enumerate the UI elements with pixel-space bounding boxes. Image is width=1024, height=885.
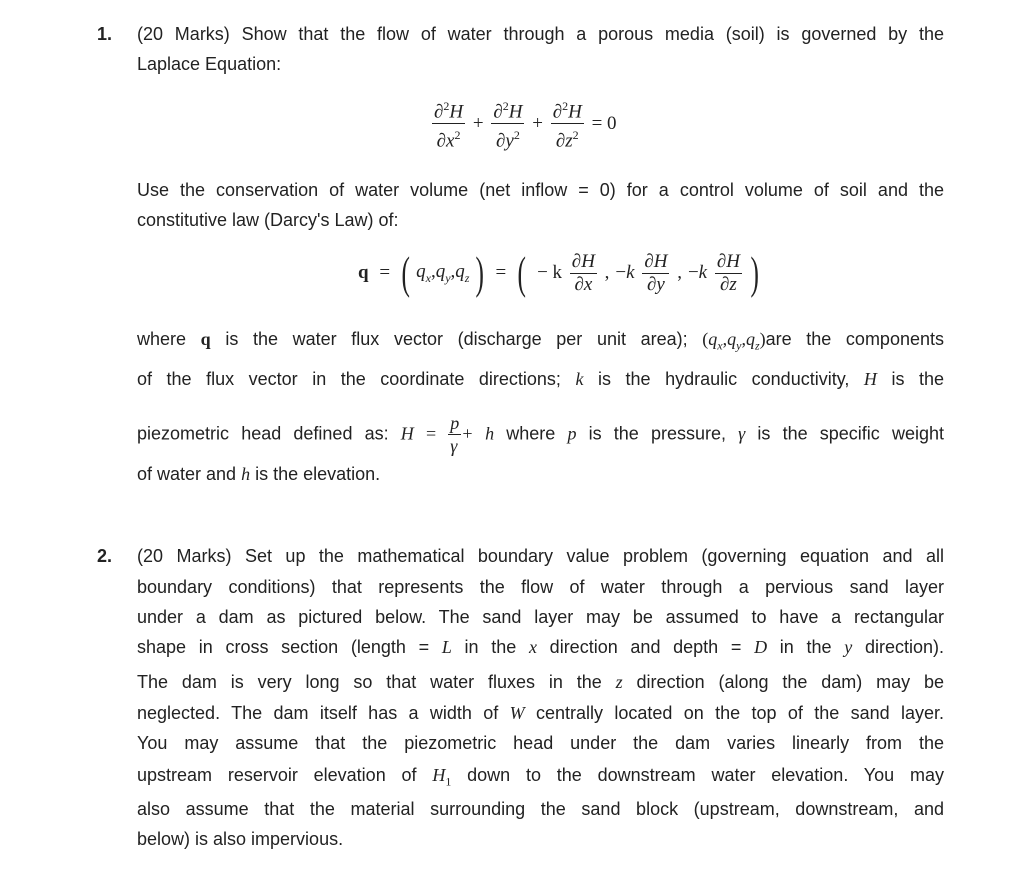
q2-line-8: upstream reservoir elevation of $H_1$ down to the downstream water elevation. You may: [137, 765, 944, 789]
q2-line-7: You may assume that the piezometric head under the dam varies linearly from the: [137, 733, 944, 753]
q2-line-9: also assume that the material surrounding the sand block (upstream, downstream, and: [137, 799, 944, 819]
q1-where-line-4: of water and h is the elevation.: [137, 464, 381, 484]
q2-line-2: boundary conditions) that represents the flow of water through a pervious sand layer: [137, 577, 944, 597]
q2-line-6: neglected. The dam itself has a width of W centrally located on the top of the sand layer.: [137, 703, 944, 723]
question-2-number: 2.: [97, 546, 113, 566]
q2-line-3: under a dam as pictured below. The sand layer may be assumed to have a rectangular: [137, 607, 944, 627]
q1-where-line-3: piezometric head defined as: H = $\frac{p}{\gamma}$ + h where p is the pressure, γ is the specific weight: [137, 413, 944, 456]
q1-use-line-1: Use the conservation of water volume (net inflow = 0) for a control volume of soil and the: [137, 180, 944, 200]
q2-line-5: The dam is very long so that water fluxes in the z direction (along the dam) may be: [137, 672, 944, 692]
q1-intro-line-2: Laplace Equation:: [137, 54, 282, 74]
q2-line-4: shape in cross section (length = L in the x direction and depth = D in the y direction).: [137, 637, 944, 657]
question-1-number: 1.: [97, 24, 113, 44]
q1-use-line-2: constitutive law (Darcy's Law) of:: [137, 210, 399, 230]
q2-line-1: (20 Marks) Set up the mathematical boundary value problem (governing equation and all: [137, 546, 944, 566]
q1-where-line-2: of the flux vector in the coordinate directions; k is the hydraulic conductivity, H is the: [137, 369, 944, 389]
q1-intro-line-1: (20 Marks) Show that the flow of water through a porous media (soil) is governed by the: [137, 24, 944, 44]
laplace-equation: $\frac{\partial^2H}{\partial x^2}$ + $\frac{\partial^2H}{\partial y^2}$ + $\frac{\partial^2H}{\partial z^2}$ = 0: [432, 95, 620, 153]
q2-line-10: below) is also impervious.: [137, 829, 344, 849]
darcy-law-equation: q = ( $q_x,q_y,q_z$ ) = ( − k $\frac{\partial H}{\partial x}$ , −k $\frac{\partial H}{\partial y}$ , −k $\frac{\partial H}{\partial z}$ ): [358, 247, 759, 298]
q1-where-line-1: where q is the water flux vector (discharge per unit area); $(q_x,q_y,q_z)are$ the components: [137, 329, 944, 353]
